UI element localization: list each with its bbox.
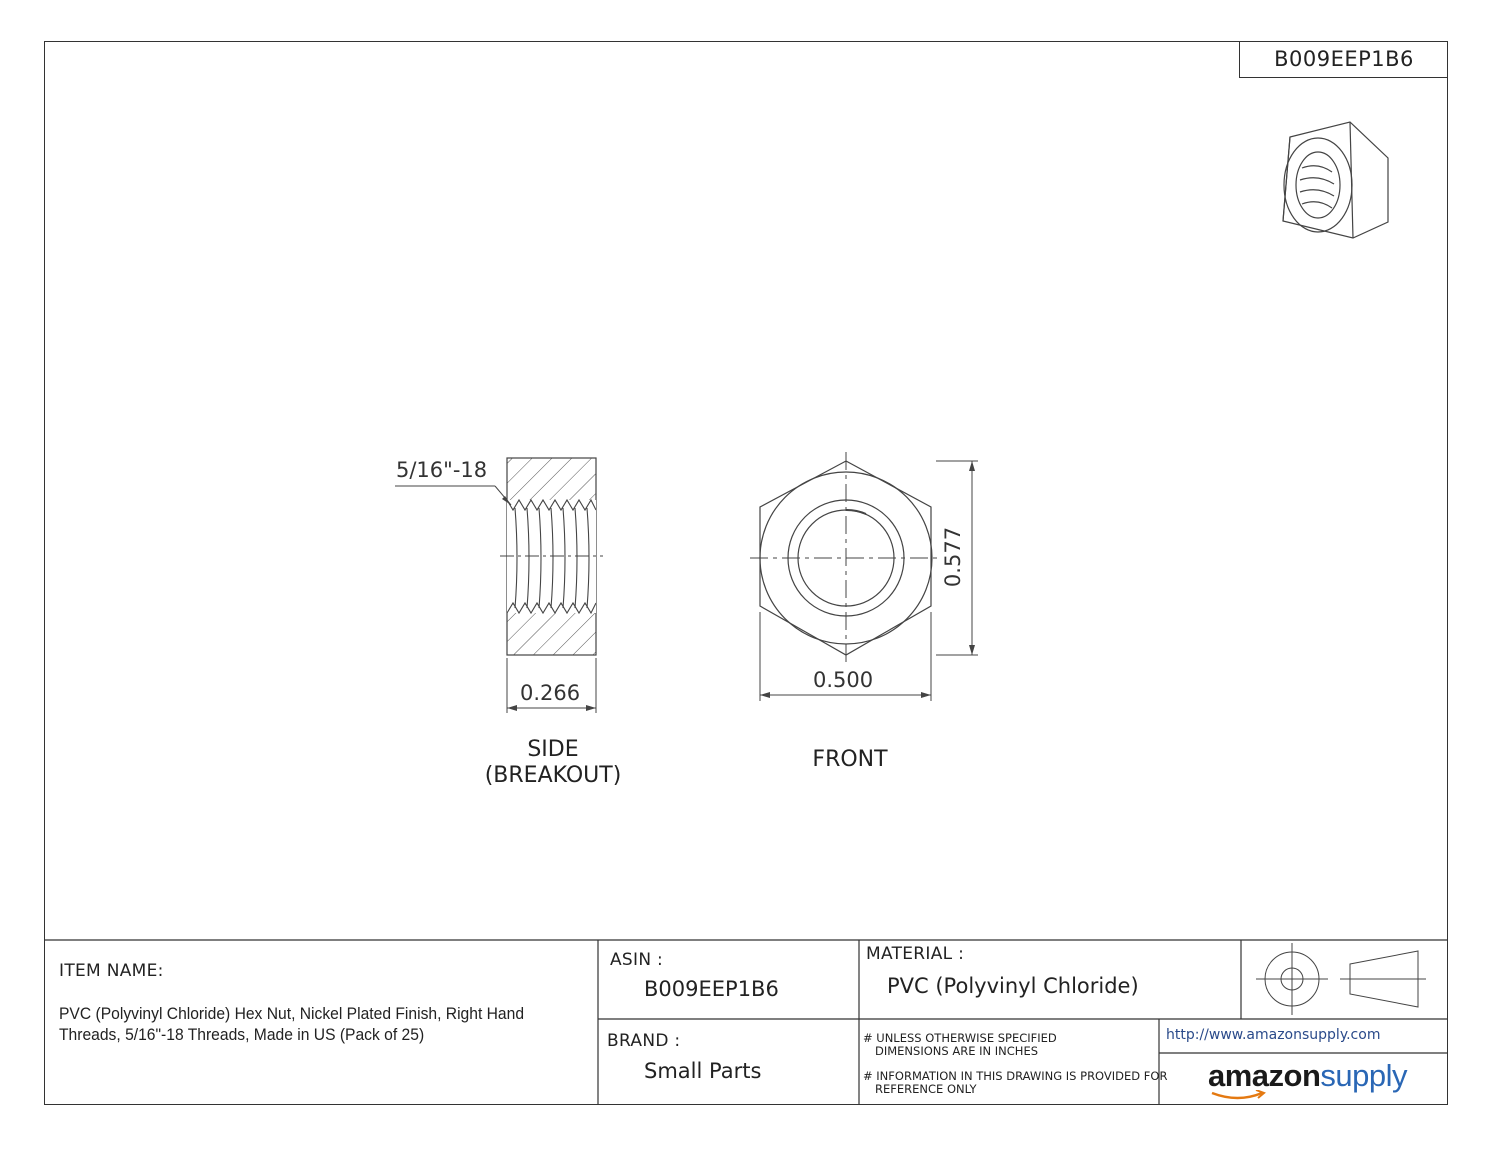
- logo-amazon-text: amazon: [1208, 1058, 1321, 1093]
- dimension-front-height: 0.577: [941, 526, 966, 588]
- brand-label: BRAND :: [607, 1031, 681, 1051]
- item-name-label: ITEM NAME:: [59, 961, 164, 981]
- asin-label: ASIN :: [610, 950, 664, 970]
- asin-value: B009EEP1B6: [644, 977, 779, 1001]
- note-units-line1: # UNLESS OTHERWISE SPECIFIED: [863, 1031, 1057, 1045]
- dimension-side-width: 0.266: [520, 681, 581, 705]
- note-units-line2: DIMENSIONS ARE IN INCHES: [875, 1044, 1039, 1058]
- logo-supply-text: supply: [1320, 1058, 1408, 1093]
- side-view-label-line1: SIDE: [527, 737, 579, 762]
- side-view-label-line2: (BREAKOUT): [484, 763, 622, 788]
- amazon-smile-icon: [1210, 1090, 1270, 1102]
- material-label: MATERIAL :: [866, 944, 965, 964]
- side-view-label: [474, 737, 632, 789]
- third-angle-projection-icon: [1256, 943, 1426, 1015]
- note-reference: [863, 1070, 1167, 1096]
- dimension-front-width: 0.500: [813, 668, 874, 692]
- side-breakout-view: [395, 458, 603, 713]
- website-link[interactable]: http://www.amazonsupply.com: [1166, 1027, 1381, 1043]
- amazonsupply-logo: [1208, 1058, 1407, 1094]
- brand-value: Small Parts: [644, 1059, 762, 1083]
- note-units: [863, 1032, 1057, 1058]
- thread-callout: 5/16"-18: [396, 458, 488, 482]
- note-reference-line1: # INFORMATION IN THIS DRAWING IS PROVIDED FOR: [863, 1069, 1168, 1083]
- front-view-label: FRONT: [812, 747, 888, 772]
- note-reference-line2: REFERENCE ONLY: [875, 1082, 977, 1096]
- item-name-value: PVC (Polyvinyl Chloride) Hex Nut, Nickel Plated Finish, Right Hand Threads, 5/16"-18 Threads, Made in US (Pack of 25): [59, 1004, 525, 1044]
- material-value: PVC (Polyvinyl Chloride): [887, 974, 1139, 998]
- isometric-nut-view: [1283, 122, 1388, 238]
- asin-header-tab: B009EEP1B6: [1239, 41, 1448, 78]
